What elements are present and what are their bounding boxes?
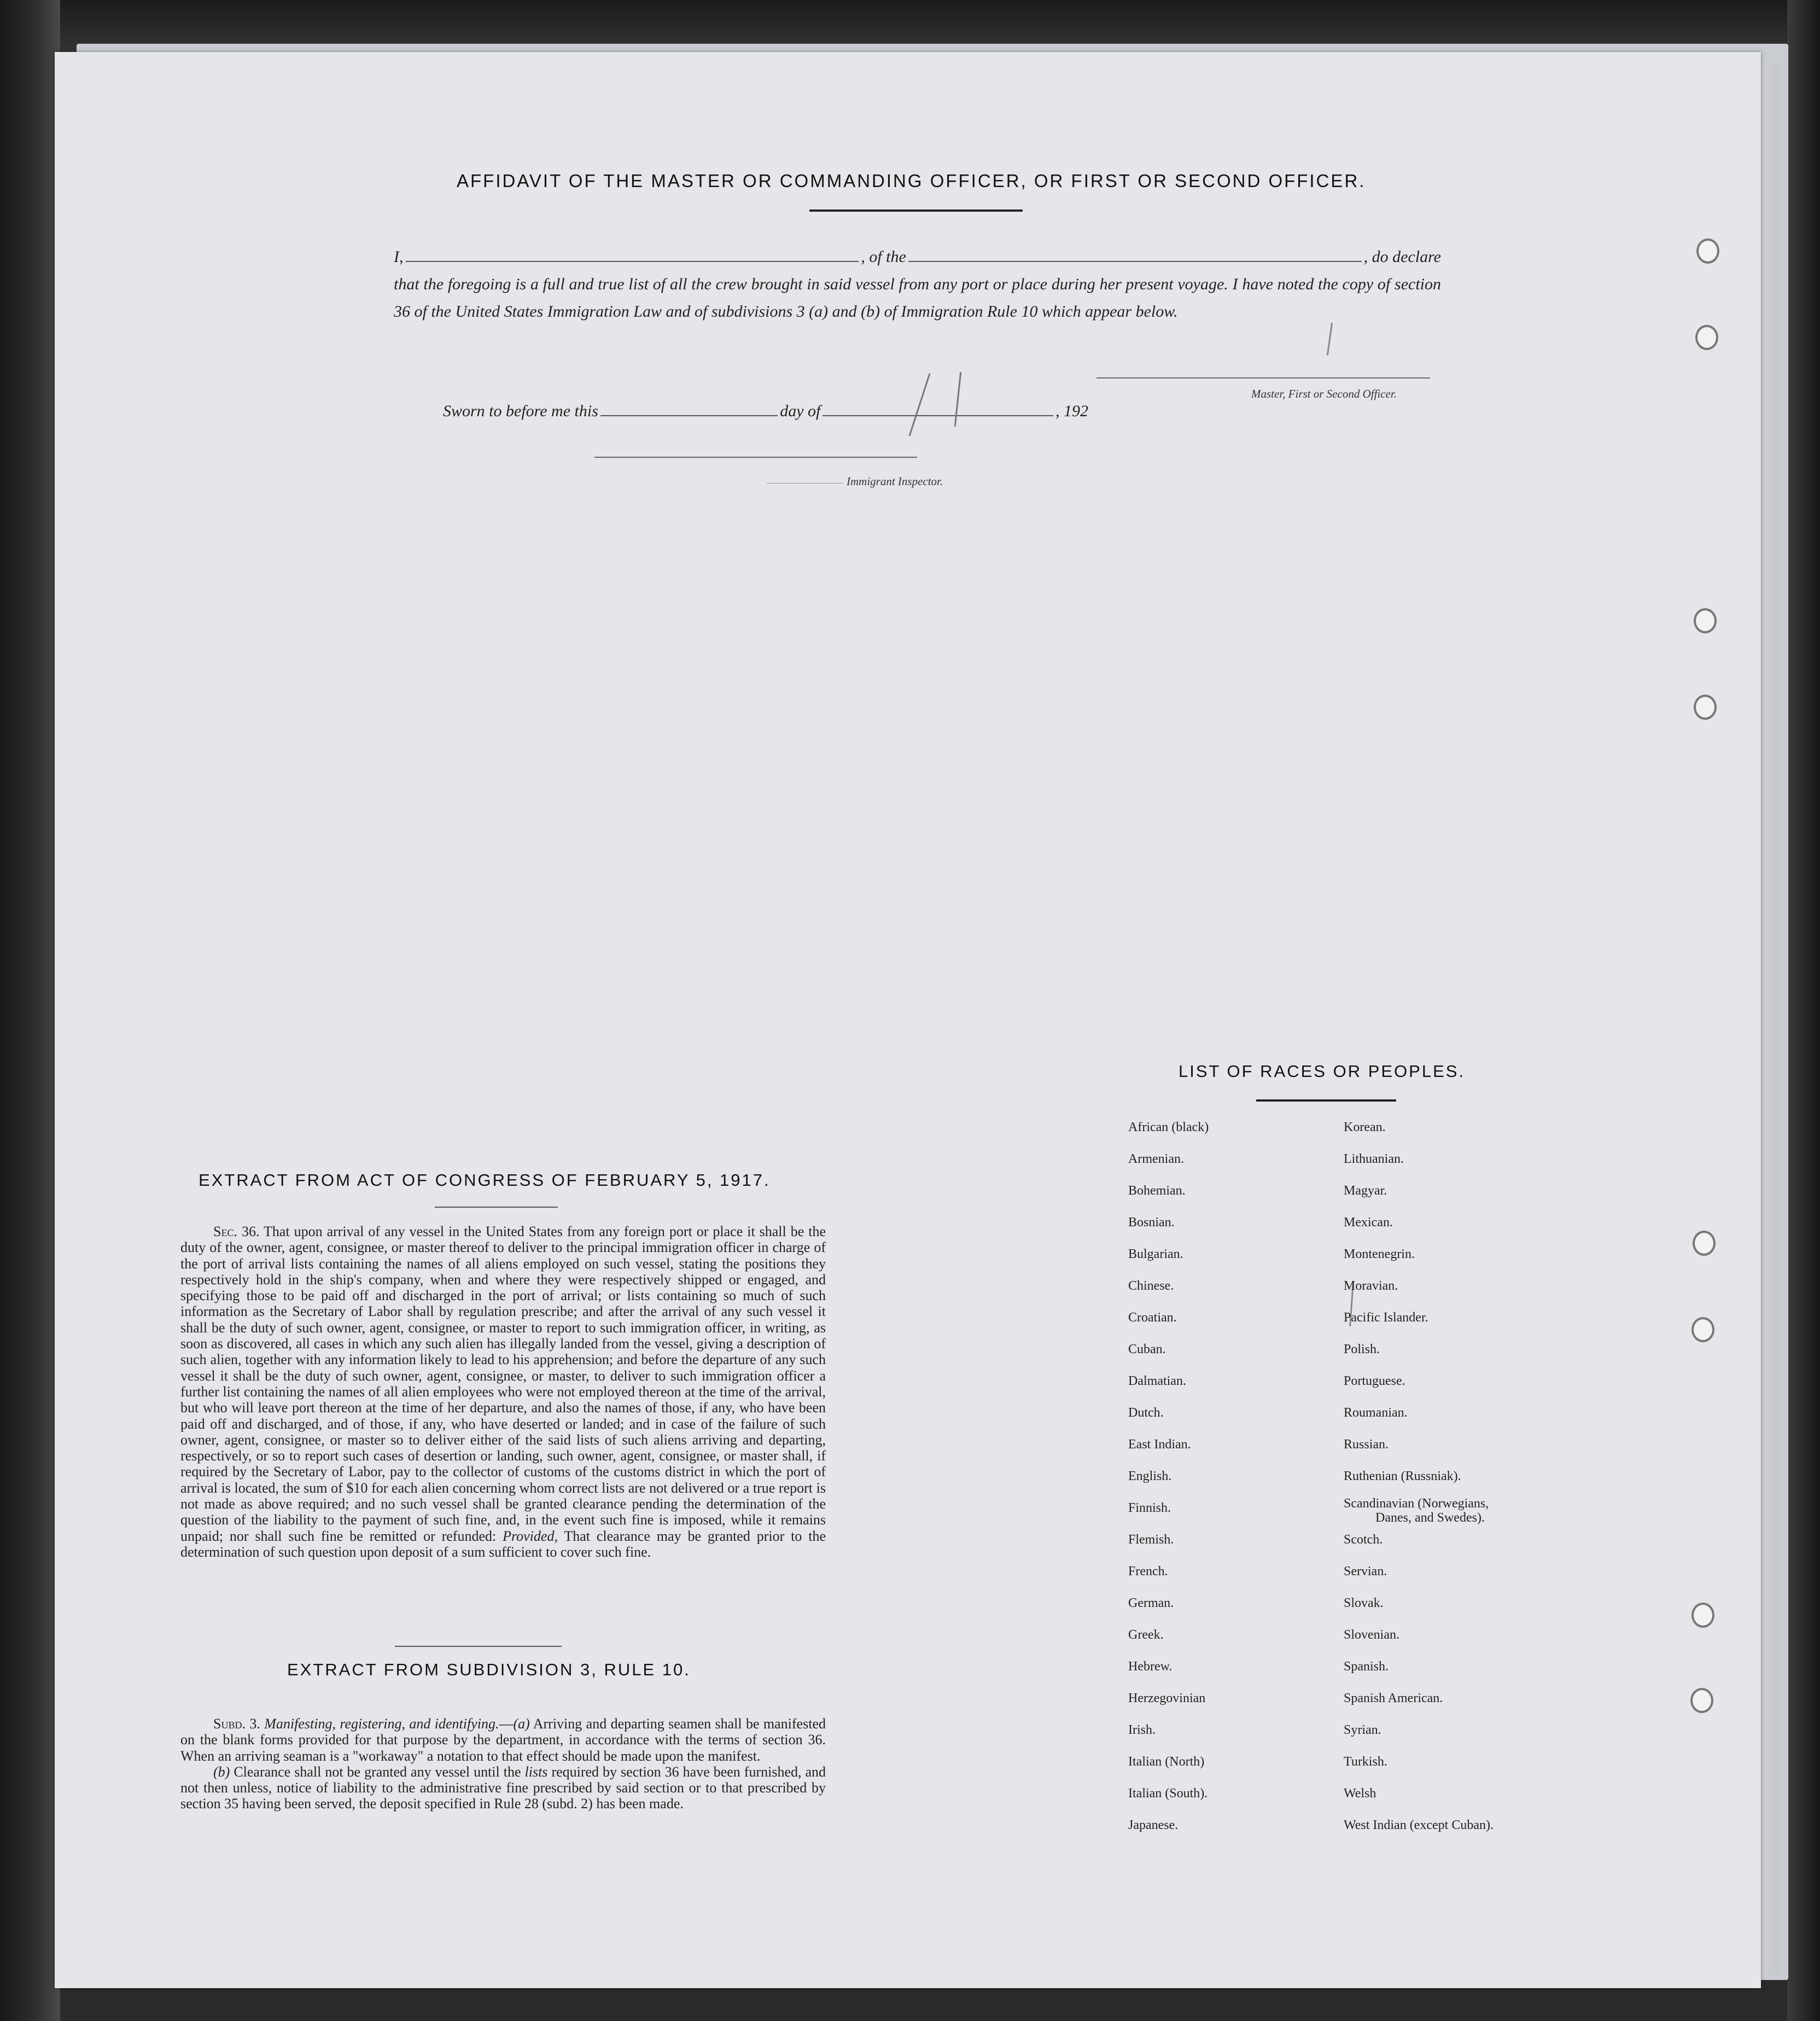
master-signature-label: Master, First or Second Officer. [1251,387,1397,400]
rule-subdivision-3: Subd. 3. Manifesting, registering, and identifying.—(a) Arriving and departing seamen shall be manifested on the blank forms provided for that purpose by the department, in accordance with the terms of section 36. When an arriving seaman is a "workaway" a notation to that effect should be made upon the manifest. (b) Clearance shall not be granted any vessel until the lists required by section 36 have been furnished, and not then unless, notice of liability to the administrative fine prescribed by said section or to that prescribed by section 35 having been served, the deposit specified in Rule 28 (subd. 2) has been made. [180,1716,826,1812]
rule-a-label: (a) [513,1716,530,1732]
sworn-prefix: Sworn to before me this [443,402,598,420]
race-item: Montenegrin. [1344,1247,1415,1261]
race-item-line: Danes, and Swedes). [1375,1511,1485,1525]
inspector-label-leader [767,483,843,484]
race-item: Polish. [1344,1342,1380,1356]
race-item: Roumanian. [1344,1406,1408,1420]
declare-suffix: , do declare [1363,248,1441,266]
rule-b-text-start: Clearance shall not be granted any vessel until the [234,1763,521,1780]
act-section-36 [180,1224,826,1560]
inspector-signature-line[interactable] [594,457,917,458]
race-item: Croatian. [1128,1311,1177,1325]
race-item: Italian (South). [1128,1786,1208,1801]
race-item [1344,1492,1494,1524]
race-item: Dalmatian. [1128,1374,1186,1388]
race-item: Japanese. [1128,1818,1179,1832]
affidavit-title-rule [809,209,1023,212]
act-section-label: Sec. 36. [213,1224,260,1239]
inspector-label: Immigrant Inspector. [847,475,943,488]
rule-subd-label: Subd. 3. [213,1716,260,1732]
punch-hole-icon [1694,695,1717,720]
race-item: Chinese. [1128,1279,1174,1293]
race-item: Mexican. [1344,1215,1393,1230]
rule-title: EXTRACT FROM SUBDIVISION 3, RULE 10. [287,1660,691,1679]
race-item: Slovak. [1344,1596,1384,1610]
punch-hole-icon [1690,1688,1713,1713]
act-section-text-end: That clearance may be granted prior to the determination of such question upon deposit of a sum sufficient to cover such fine. [180,1528,826,1560]
punch-hole-icon [1691,1603,1714,1628]
sworn-month-field[interactable] [822,402,1053,416]
sworn-day-field[interactable] [600,402,778,416]
race-item: Cuban. [1128,1342,1166,1356]
scan-border-right [1787,0,1820,2021]
race-item: Spanish. [1344,1659,1389,1674]
race-item: Herzegovinian [1128,1691,1206,1705]
act-provided: Provided, [503,1528,558,1544]
race-item: East Indian. [1128,1437,1191,1452]
race-item: Syrian. [1344,1723,1381,1737]
race-item: Slovenian. [1344,1628,1399,1642]
races-left-column [1128,1111,1209,1841]
sworn-day-of: day of [780,402,821,420]
race-item: Servian. [1344,1564,1387,1579]
race-item: West Indian (except Cuban). [1344,1818,1494,1832]
scan-border-left [0,0,60,2021]
vessel-prefix: , of the [861,248,906,266]
race-item: English. [1128,1469,1172,1483]
race-item: Pacific Islander. [1344,1311,1428,1325]
act-end-rule [395,1646,562,1647]
affidavit-body: that the foregoing is a full and true list of all the crew brought in said vessel from any port or place during her present voyage. I have noted the copy of section 36 of the United States Immigration Law and of subdivisions 3 (a) and (b) of Immigration Rule 10 which appear below. [394,275,1441,321]
race-item: Magyar. [1344,1184,1387,1198]
vessel-name-field[interactable] [908,247,1362,262]
race-item: French. [1128,1564,1168,1579]
punch-hole-icon [1695,325,1718,350]
race-item: Hebrew. [1128,1659,1172,1674]
act-title-rule [435,1207,558,1208]
race-item-line: Scandinavian (Norwegians, [1344,1496,1489,1511]
race-item: Flemish. [1128,1533,1174,1547]
affidavit-declaration [394,243,1441,325]
race-item: Portuguese. [1344,1374,1405,1388]
race-item: German. [1128,1596,1174,1610]
act-section-text: That upon arrival of any vessel in the United States from any foreign port or place it shall be the duty of the owner, agent, consignee, or master thereof to deliver to the principal immigration officer in charge of the port of arrival lists containing the names of all aliens employed on such vessel, stating the positions they respectively hold in the ship's company, when and where they were respectively shipped or engaged, and specifying those to be paid off and discharged in the port of arrival; or lists containing so much of such information as the Secretary of Labor shall by regulation prescribe; and after the arrival of any such vessel it shall be the duty of such owner, agent, consignee, or master to report to such immigration officer, in writing, as soon as discovered, all cases in which any such alien has illegally landed from the vessel, giving a description of such alien, together with any information likely to lead to his apprehension; and before the departure of any such vessel it shall be the duty of such owner, agent, consignee, or master, to deliver to such immigration officer a further list containing the names of all alien employees who were not employed thereon at the time of the arrival, but who will leave port thereon at the time of her departure, and also the names of those, if any, who have been paid off and discharged, and of those, if any, who have deserted or landed; and in case of the failure of such owner, agent, consignee, or master so to deliver either of the said lists of such aliens arriving and departing, respectively, or so to report such cases of desertion or landing, such owner, agent, consignee, or master shall, if required by the Secretary of Labor, pay to the collector of customs of the customs district in which the port of arrival is located, the sum of $10 for each alien concerning whom correct lists are not delivered or a true report is not made as above required; and no such vessel shall be granted clearance pending the determination of the question of the liability to the payment of such fine, and, in the event such fine is imposed, while it remains unpaid; nor shall such fine be remitted or refunded: [180,1224,826,1544]
race-item: Lithuanian. [1344,1152,1404,1166]
rule-b-text-end: required by section 36 have been furnished, and not then unless, notice of liability to the administrative fine prescribed by said section or to that prescribed by section 35 having been served, the deposit specified in Rule 28 (subd. 2) has been made. [180,1763,826,1812]
race-item: Greek. [1128,1628,1164,1642]
affidavit-title: AFFIDAVIT OF THE MASTER OR COMMANDING OFFICER, OR FIRST OR SECOND OFFICER. [457,171,1366,191]
race-item: Scotch. [1344,1533,1383,1547]
race-item: Russian. [1344,1437,1389,1452]
rule-subd-heading: Manifesting, registering, and identifying. [264,1716,499,1732]
race-item: Korean. [1344,1120,1386,1134]
rule-b-label: (b) [213,1763,230,1780]
race-item: Dutch. [1128,1406,1164,1420]
declarant-prefix: I, [394,248,404,266]
races-right-column [1344,1111,1494,1841]
race-item: Italian (North) [1128,1755,1205,1769]
race-item: Finnish. [1128,1501,1171,1515]
punch-hole-icon [1691,1317,1714,1342]
race-item: Bohemian. [1128,1184,1186,1198]
punch-hole-icon [1693,1231,1716,1256]
race-item: Spanish American. [1344,1691,1443,1705]
rule-b-lists: lists [524,1763,548,1780]
race-item: African (black) [1128,1120,1209,1134]
act-title: EXTRACT FROM ACT OF CONGRESS OF FEBRUARY 5, 1917. [199,1170,771,1190]
document-page [55,52,1761,1988]
punch-hole-icon [1694,608,1717,633]
race-item: Welsh [1344,1786,1376,1801]
races-title-rule [1256,1099,1396,1102]
master-signature-line[interactable] [1096,377,1430,378]
race-item: Bosnian. [1128,1215,1175,1230]
race-item: Moravian. [1344,1279,1398,1293]
punch-hole-icon [1696,238,1719,264]
race-item: Armenian. [1128,1152,1184,1166]
race-item: Turkish. [1344,1755,1387,1769]
race-item: Bulgarian. [1128,1247,1183,1261]
rule-a-text: Arriving and departing seamen shall be manifested on the blank forms provided for that purpose by the department, in accordance with the terms of section 36. When an arriving seaman is a "workaway" a notation to that effect should be made upon the manifest. [180,1716,826,1764]
sworn-statement [443,402,1088,421]
sworn-year: , 192 [1055,402,1088,420]
races-title: LIST OF RACES OR PEOPLES. [1179,1062,1466,1081]
race-item: Ruthenian (Russniak). [1344,1469,1461,1483]
race-item: Irish. [1128,1723,1156,1737]
declarant-name-field[interactable] [406,247,859,262]
